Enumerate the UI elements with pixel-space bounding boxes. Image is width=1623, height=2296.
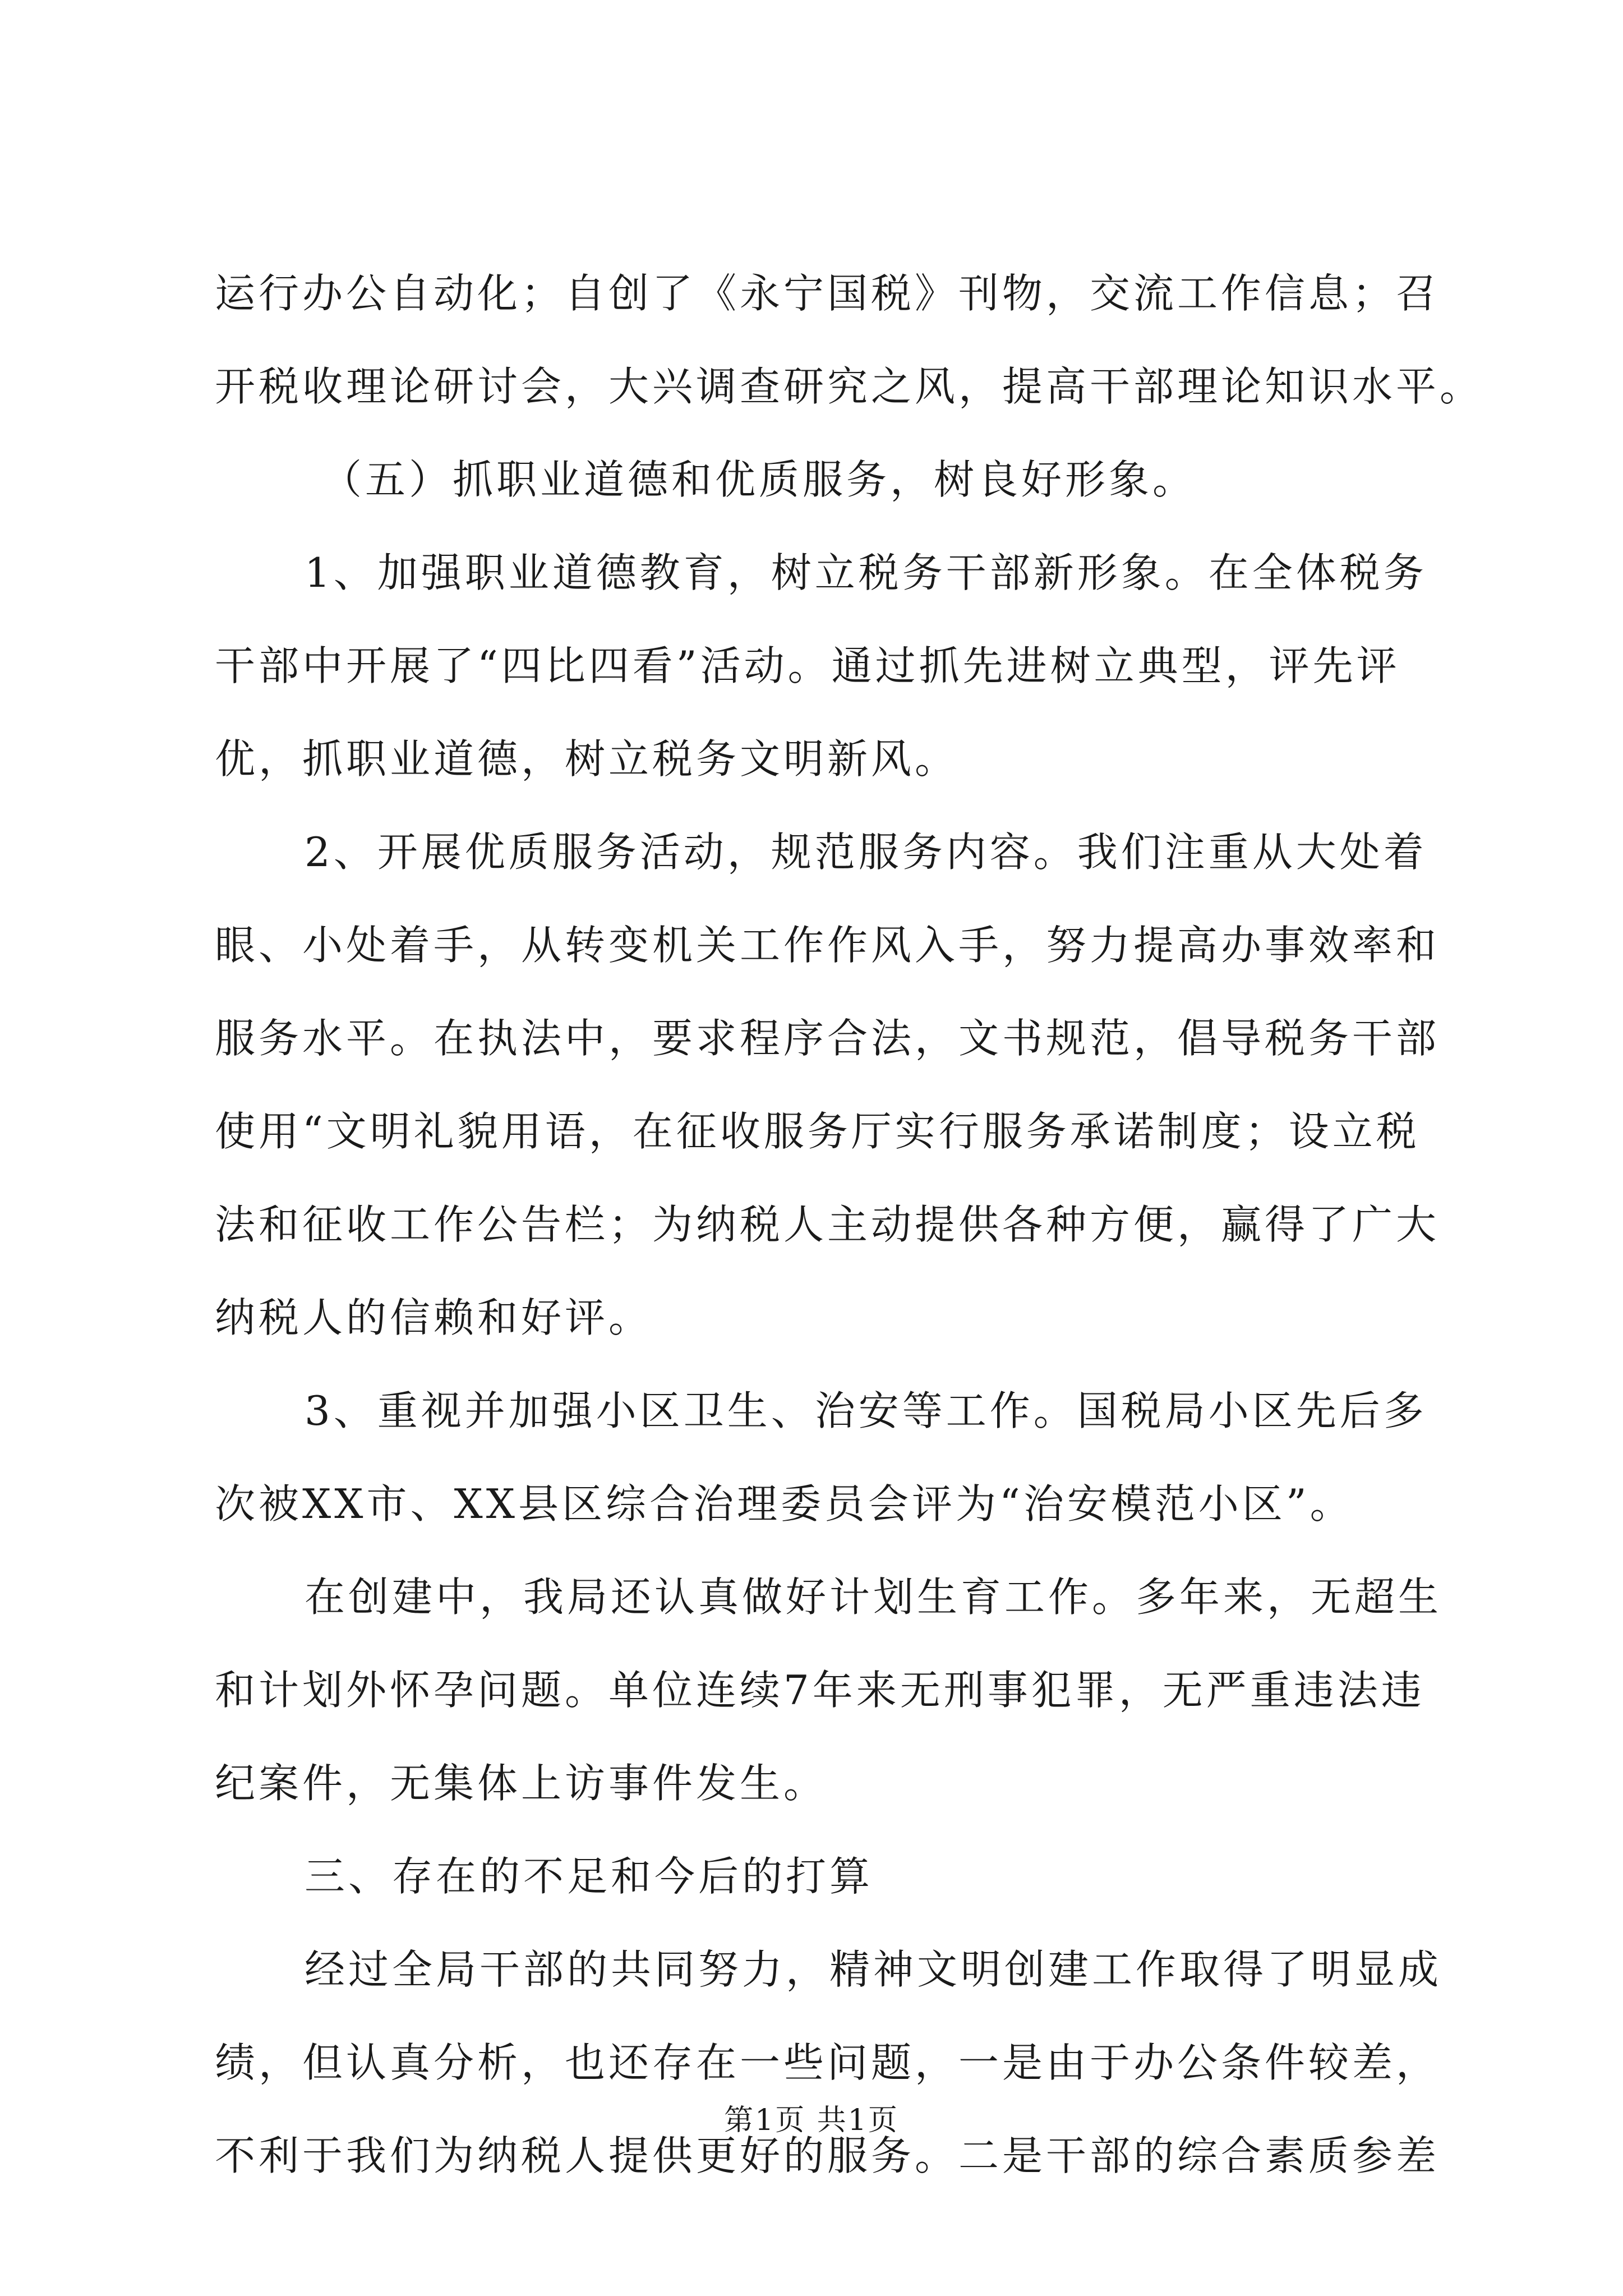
document-body [215,247,1484,2202]
body-line: 服务水平。在执法中，要求程序合法，文书规范，倡导税务干部 [215,1015,1440,1062]
section-heading: （五）抓职业道德和优质服务，树良好形象。 [321,456,1197,503]
body-line: 3、重视并加强小区卫生、治安等工作。国税局小区先后多 [305,1387,1427,1434]
body-line: 绩，但认真分析，也还存在一些问题，一是由于办公条件较差， [215,2039,1440,2086]
body-line: 经过全局干部的共同努力，精神文明创建工作取得了明显成 [305,1946,1442,1993]
body-line: 不利于我们为纳税人提供更好的服务。二是干部的综合素质参差 [215,2132,1440,2179]
body-line: 纪案件，无集体上访事件发生。 [215,1760,828,1807]
body-line: 法和征收工作公告栏；为纳税人主动提供各种方便，赢得了广大 [215,1201,1440,1248]
body-line: 1、加强职业道德教育，树立税务干部新形象。在全体税务 [305,549,1427,596]
body-line: 开税收理论研讨会，大兴调查研究之风，提高干部理论知识水平。 [215,363,1484,410]
body-line: 使用“文明礼貌用语，在征收服务厅实行服务承诺制度；设立税 [215,1108,1420,1155]
body-line: 在创建中，我局还认真做好计划生育工作。多年来，无超生 [305,1573,1442,1621]
body-line: 纳税人的信赖和好评。 [215,1294,653,1341]
page-footer [0,2098,1623,2143]
body-line: 眼、小处着手，从转变机关工作作风入手，努力提高办事效率和 [215,922,1440,969]
body-line: 和计划外怀孕问题。单位连续7年来无刑事犯罪，无严重违法违 [215,1667,1425,1714]
body-line: 2、开展优质服务活动，规范服务内容。我们注重从大处着 [305,829,1427,876]
body-line: 优，抓职业道德，树立税务文明新风。 [215,735,959,783]
body-line: 次被XX市、XX县区综合治理委员会评为“治安模范小区”。 [215,1480,1354,1527]
page-number-label: 第1页 共1页 [724,2104,899,2137]
body-line: 干部中开展了“四比四看”活动。通过抓先进树立典型，评先评 [215,642,1400,689]
body-line: 运行办公自动化；自创了《永宁国税》刊物，交流工作信息；召 [215,270,1440,317]
section-heading: 三、存在的不足和今后的打算 [305,1853,874,1900]
